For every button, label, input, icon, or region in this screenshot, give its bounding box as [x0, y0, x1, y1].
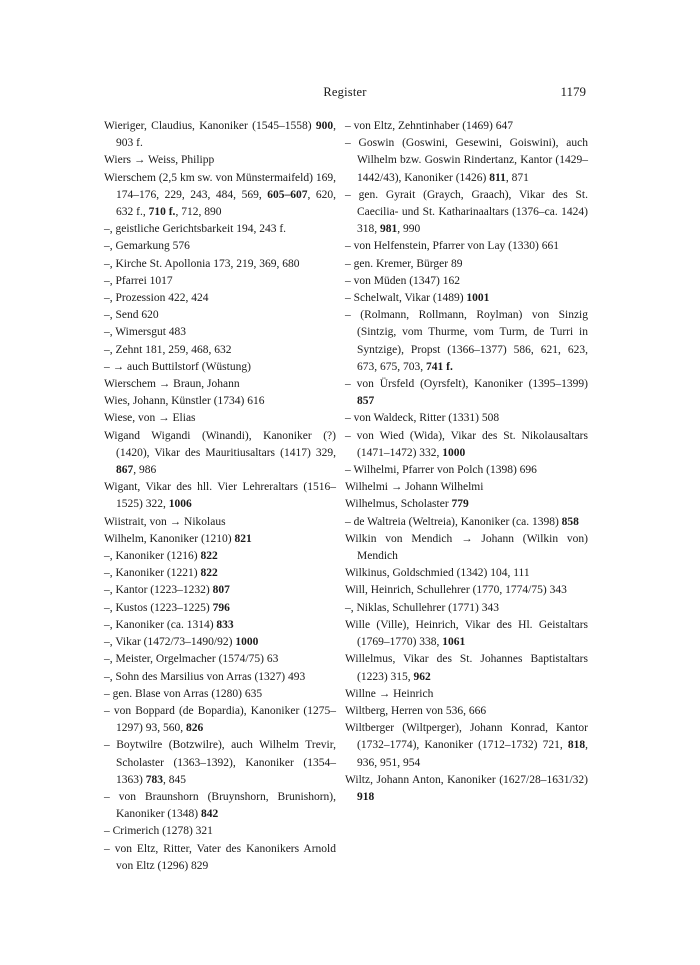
- index-column-right: [345, 118, 588, 806]
- index-entry: – gen. Blase von Arras (1280) 635: [104, 687, 263, 700]
- index-entry: Wiltberger (Wiltperger), Johann Konrad, Kantor (1732–1774), Kanoniker (1712–1732) 721, 818, 936, 951, 954: [345, 722, 588, 769]
- index-entry: –, Sohn des Marsilius von Arras (1327) 493: [104, 670, 306, 683]
- index-entry: Wiers → Weiss, Philipp: [104, 154, 215, 167]
- index-entry: Wiltz, Johann Anton, Kanoniker (1627/28–1631/32) 918: [345, 773, 588, 803]
- index-entry: – von Wied (Wida), Vikar des St. Nikolausaltars (1471–1472) 332, 1000: [345, 429, 588, 459]
- index-entry: –, Kustos (1223–1225) 796: [104, 601, 230, 614]
- index-entry: –, Niklas, Schullehrer (1771) 343: [345, 601, 499, 614]
- index-entry: Wierschem → Braun, Johann: [104, 378, 240, 391]
- running-header: [104, 85, 586, 105]
- index-entry: –, Kanoniker (1216) 822: [104, 550, 218, 563]
- page-number: 1179: [560, 84, 586, 99]
- index-entry: Wilkinus, Goldschmied (1342) 104, 111: [345, 567, 530, 580]
- running-title: Register: [323, 85, 367, 99]
- index-entry: –, Kanoniker (ca. 1314) 833: [104, 618, 234, 631]
- index-entry: – von Boppard (de Bopardia), Kanoniker (1275–1297) 93, 560, 826: [104, 704, 336, 735]
- index-entry: –, Gemarkung 576: [104, 240, 190, 253]
- index-entry: –, Meister, Orgelmacher (1574/75) 63: [104, 653, 279, 666]
- index-entry: –, Pfarrei 1017: [104, 274, 173, 287]
- index-entry: Wigant, Vikar des hll. Vier Lehreraltars (1516–1525) 322, 1006: [104, 481, 336, 511]
- index-entry: – von Eltz, Zehntinhaber (1469) 647: [345, 120, 513, 132]
- index-entry: Wiese, von → Elias: [104, 412, 196, 425]
- index-entry: – Wilhelmi, Pfarrer von Polch (1398) 696: [345, 464, 537, 477]
- index-entry: – (Rolmann, Rollmann, Roylman) von Sinzig (Sintzig, vom Thurme, vom Turm, de Turri in Syntzige), Propst (1366–1377) 586, 621, 623, 673, 675, 703, 741 f.: [345, 309, 588, 373]
- index-entry: – von Waldeck, Ritter (1331) 508: [345, 412, 500, 425]
- index-entry: –, geistliche Gerichtsbarkeit 194, 243 f.: [104, 223, 287, 236]
- index-entry: – gen. Kremer, Bürger 89: [345, 257, 463, 270]
- index-entry: Wies, Johann, Künstler (1734) 616: [104, 395, 265, 408]
- index-entry: –, Kirche St. Apollonia 173, 219, 369, 680: [104, 257, 300, 270]
- index-entry: – → auch Buttilstorf (Wüstung): [104, 360, 251, 373]
- index-entry: – von Eltz, Ritter, Vater des Kanonikers Arnold von Eltz (1296) 829: [104, 842, 336, 872]
- index-entry: –, Wimersgut 483: [104, 326, 187, 339]
- index-entry: –, Kanoniker (1221) 822: [104, 567, 218, 580]
- index-entry: –, Prozession 422, 424: [104, 292, 209, 305]
- index-entry: – gen. Gyrait (Graych, Graach), Vikar des St. Caecilia- und St. Katharinaaltars (1376–ca. 1424) 318, 981, 990: [345, 188, 588, 236]
- index-entry: Wilkin von Mendich → Johann (Wilkin von) Mendich: [345, 532, 588, 563]
- index-entry: – von Helfenstein, Pfarrer von Lay (1330) 661: [345, 240, 559, 253]
- index-entry: Wiltberg, Herren von 536, 666: [345, 704, 487, 717]
- index-entry: Will, Heinrich, Schullehrer (1770, 1774/75) 343: [345, 584, 567, 597]
- index-entry: Wilhelm, Kanoniker (1210) 821: [104, 532, 252, 545]
- index-entry: – Crimerich (1278) 321: [104, 825, 213, 838]
- index-column-left: [104, 118, 336, 875]
- index-entry: Wilhelmus, Scholaster 779: [345, 498, 469, 511]
- index-entry: – de Waltreia (Weltreia), Kanoniker (ca. 1398) 858: [345, 515, 579, 528]
- index-entry: – von Braunshorn (Bruynshorn, Brunishorn), Kanoniker (1348) 842: [104, 790, 336, 821]
- index-entry: Wille (Ville), Heinrich, Vikar des Hl. Geistaltars (1769–1770) 338, 1061: [345, 618, 588, 649]
- index-entry: Willne → Heinrich: [345, 687, 434, 700]
- index-entry: – Boytwilre (Botzwilre), auch Wilhelm Trevir, Scholaster (1363–1392), Kanoniker (1354–1363) 783, 845: [104, 739, 336, 786]
- index-entry: Willelmus, Vikar des St. Johannes Baptistaltars (1223) 315, 962: [345, 653, 588, 683]
- index-entry: Wieriger, Claudius, Kanoniker (1545–1558) 900, 903 f.: [104, 120, 336, 150]
- index-entry: – Goswin (Goswini, Gesewini, Goiswini), auch Wilhelm bzw. Goswin Rindertanz, Kantor (1429–1442/43), Kanoniker (1426) 811, 871: [345, 137, 588, 184]
- index-entry: Wiistrait, von → Nikolaus: [104, 515, 226, 528]
- index-entry: Wierschem (2,5 km sw. von Münstermaifeld) 169, 174–176, 229, 243, 484, 569, 605–607, 620, 632 f., 710 f., 712, 890: [104, 171, 337, 219]
- index-entry: – von Müden (1347) 162: [345, 274, 460, 287]
- index-entry: –, Vikar (1472/73–1490/92) 1000: [104, 636, 259, 649]
- index-entry: –, Send 620: [104, 309, 159, 322]
- index-entry: Wigand Wigandi (Winandi), Kanoniker (?) (1420), Vikar des Mauritiusaltars (1417) 329, 867, 986: [104, 429, 336, 477]
- index-entry: –, Zehnt 181, 259, 468, 632: [104, 343, 232, 356]
- index-entry: – von Ürsfeld (Oyrsfelt), Kanoniker (1395–1399) 857: [345, 378, 588, 408]
- index-entry: Wilhelmi → Johann Wilhelmi: [345, 481, 484, 494]
- index-entry: –, Kantor (1223–1232) 807: [104, 584, 230, 597]
- index-entry: – Schelwalt, Vikar (1489) 1001: [345, 292, 490, 305]
